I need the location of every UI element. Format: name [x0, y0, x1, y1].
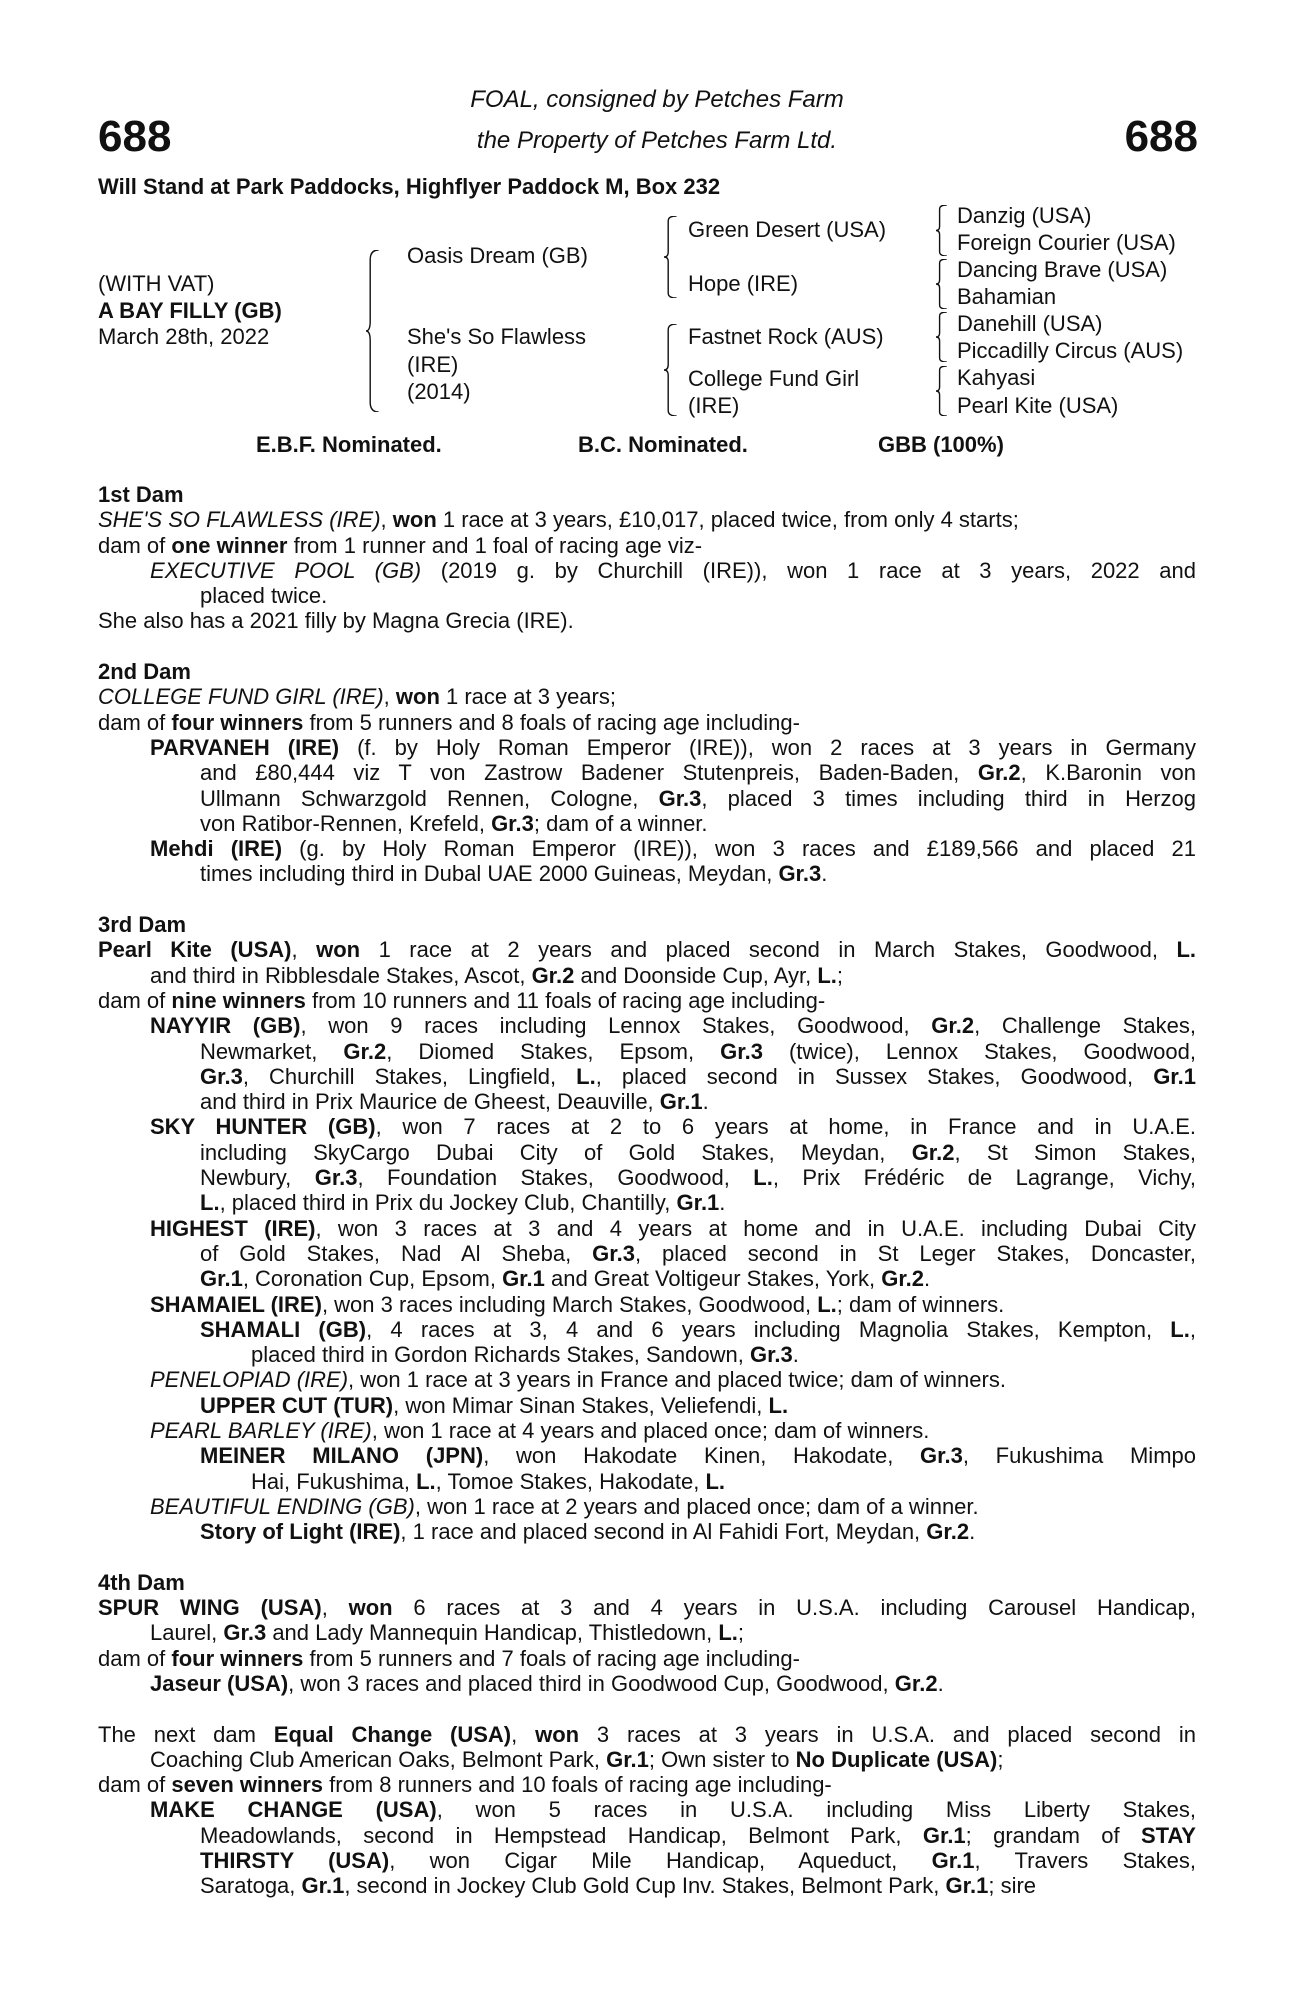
blank-line [98, 634, 1196, 659]
text-line [150, 1013, 1196, 1038]
text-line [200, 1165, 1196, 1190]
pedigree-brace [936, 366, 948, 416]
text-line [150, 836, 1196, 861]
lot-number-right: 688 [1124, 112, 1198, 161]
section-heading: 1st Dam [98, 482, 184, 507]
pedigree-brace [366, 250, 380, 412]
text-line [150, 963, 1196, 988]
text: , won 9 races including Lennox Stakes, Goodwood, [300, 1013, 932, 1039]
bold-text: L. [1176, 937, 1196, 963]
text: ; dam of winners. [836, 1291, 1005, 1317]
text: from 5 runners and 7 foals of racing age including- [303, 1645, 800, 1671]
bold-text: Gr.1 [1153, 1063, 1196, 1089]
text: placed twice. [200, 583, 328, 609]
bold-text: STAY [1140, 1822, 1196, 1848]
bold-text: L. [200, 1190, 220, 1216]
pedigree-brace [936, 312, 948, 362]
bc-nomination: B.C. Nominated. [578, 432, 748, 457]
text: . [719, 1190, 726, 1216]
text: 1 race at 3 years; [439, 684, 616, 710]
bold-text: four winners [171, 709, 304, 735]
property-line: the Property of Petches Farm Ltd. [476, 127, 838, 154]
ancestor-3: Dancing Brave (USA) [957, 257, 1168, 282]
text: , K.Baronin von [1020, 760, 1196, 786]
text: and Doonside Cup, Ayr, [574, 962, 818, 988]
ancestor-1: Danzig (USA) [957, 203, 1092, 228]
text: Newmarket, [200, 1038, 344, 1064]
text: , Diomed Stakes, Epsom, [386, 1038, 721, 1064]
text: . [969, 1519, 976, 1545]
dam-dam-line-1: College Fund Girl [688, 366, 860, 391]
text: , [511, 1721, 536, 1747]
text: , won Hakodate Kinen, Hakodate, [483, 1443, 921, 1469]
text-line [200, 1443, 1196, 1468]
text-line [98, 1595, 1196, 1620]
text-line [251, 1469, 1196, 1494]
text: ; [997, 1746, 1004, 1772]
italic-name: PEARL BARLEY (IRE) [150, 1417, 372, 1443]
text: , [383, 684, 396, 710]
text: , Prix Frédéric de Lagrange, Vichy, [772, 1165, 1197, 1191]
bold-text: L. [718, 1620, 738, 1646]
bold-text: SHAMAIEL (IRE) [150, 1291, 322, 1317]
pedigree-brace [936, 259, 948, 309]
text: and Lady Mannequin Handicap, Thistledown, [266, 1620, 719, 1646]
text: from 1 runner and 1 foal of racing age viz- [287, 532, 703, 558]
text-line [150, 1494, 1196, 1519]
text: , won 1 race at 3 years in France and placed twice; dam of winners. [348, 1367, 1006, 1393]
bold-text: PARVANEH (IRE) [150, 734, 340, 760]
italic-name: EXECUTIVE POOL (GB) [150, 557, 422, 583]
bold-text: Gr.1 [676, 1190, 720, 1216]
text-line [251, 1342, 1196, 1367]
bold-text: L. [753, 1165, 773, 1191]
bold-text: L. [817, 1291, 837, 1317]
text: von Ratibor-Rennen, Krefeld, [200, 810, 492, 836]
text-line [200, 811, 1196, 836]
lot-name: A BAY FILLY (GB) [98, 298, 282, 323]
dam-sire: Fastnet Rock (AUS) [688, 324, 884, 349]
ancestor-4: Bahamian [957, 284, 1057, 309]
text: , [1189, 1316, 1196, 1342]
text-line [150, 1797, 1196, 1822]
text: . [821, 861, 828, 887]
dam-dam-line-2: (IRE) [688, 393, 740, 418]
bold-text: Gr.1 [502, 1266, 545, 1292]
bold-text: Gr.2 [911, 1139, 955, 1165]
sire-dam: Hope (IRE) [688, 271, 799, 296]
text: . [924, 1266, 931, 1292]
text: 1 race at 3 years, £10,017, placed twice, from only 4 starts; [436, 507, 1019, 533]
text: dam of [98, 709, 172, 735]
text-line [200, 1317, 1196, 1342]
bold-text: L. [817, 962, 837, 988]
bold-text: nine winners [171, 987, 306, 1013]
text-line [200, 583, 1196, 608]
bold-text: seven winners [171, 1772, 324, 1798]
bold-text: Gr.3 [200, 1063, 243, 1089]
text: , Travers Stakes, [974, 1848, 1196, 1874]
text: , 4 races at 3, 4 and 6 years including Magnolia Stakes, Kempton, [366, 1316, 1171, 1342]
text: , won 1 race at 4 years and placed once; dam of winners. [371, 1417, 930, 1443]
bold-text: Gr.3 [223, 1620, 267, 1646]
text: , won 7 races at 2 to 6 years at home, in France and in U.A.E. [375, 1114, 1196, 1140]
bold-text: won [316, 937, 361, 963]
text: , won 3 races at 3 and 4 years at home and in U.A.E. including Dubai City [315, 1215, 1196, 1241]
text-line [150, 1747, 1196, 1772]
text: ; sire [988, 1873, 1037, 1899]
text: (f. by Holy Roman Emperor (IRE)), won 2 races at 3 years in Germany [339, 734, 1196, 760]
text: , Churchill Stakes, Lingfield, [242, 1063, 577, 1089]
bold-text: Gr.3 [658, 785, 702, 811]
text: ; [737, 1620, 745, 1646]
text-line [150, 1418, 1196, 1443]
bold-text: SPUR WING (USA) [98, 1595, 322, 1621]
text: and third in Prix Maurice de Gheest, Deauville, [200, 1089, 660, 1115]
text: , 1 race and placed second in Al Fahidi Fort, Meydan, [400, 1519, 927, 1545]
bold-text: THIRSTY (USA) [200, 1848, 390, 1874]
bold-text: UPPER CUT (TUR) [200, 1392, 394, 1418]
text: , placed third in Prix du Jockey Club, Chantilly, [219, 1190, 677, 1216]
bold-text: Gr.3 [720, 1038, 763, 1064]
italic-name: BEAUTIFUL ENDING (GB) [150, 1493, 415, 1519]
bold-text: L. [416, 1468, 436, 1494]
lot-number-left: 688 [98, 112, 172, 161]
sire: Oasis Dream (GB) [407, 243, 588, 268]
text-line [200, 861, 1196, 886]
ancestor-7: Kahyasi [957, 365, 1036, 390]
text: Saratoga, [200, 1873, 302, 1899]
text-line [98, 608, 1196, 633]
bold-text: Gr.2 [343, 1038, 387, 1064]
bold-text: Gr.1 [200, 1266, 243, 1292]
bold-text: SKY HUNTER (GB) [150, 1114, 376, 1140]
text: , Coronation Cup, Epsom, [242, 1266, 503, 1292]
text: , won 5 races in U.S.A. including Miss Liberty Stakes, [436, 1797, 1196, 1823]
text: , Foundation Stakes, Goodwood, [357, 1165, 754, 1191]
text: ; Own sister to [648, 1746, 796, 1772]
ebf-nomination: E.B.F. Nominated. [256, 432, 442, 457]
text-line [200, 1241, 1196, 1266]
text-line [200, 1039, 1196, 1064]
bold-text: four winners [171, 1645, 304, 1671]
section-heading: 4th Dam [98, 1569, 185, 1595]
ancestor-5: Danehill (USA) [957, 311, 1103, 336]
italic-name: SHE'S SO FLAWLESS (IRE) [98, 507, 381, 533]
bold-text: Gr.3 [592, 1240, 635, 1266]
bold-text: Gr.1 [931, 1848, 975, 1874]
ancestor-8: Pearl Kite (USA) [957, 393, 1119, 418]
bold-text: one winner [171, 532, 288, 558]
text-line [150, 1216, 1196, 1241]
text-line [200, 1823, 1196, 1848]
text: , second in Jockey Club Gold Cup Inv. Stakes, Belmont Park, [344, 1873, 946, 1899]
bold-text: Jaseur (USA) [150, 1670, 289, 1696]
text-line [200, 760, 1196, 785]
text-line [150, 1367, 1196, 1392]
text: dam of [98, 987, 172, 1013]
bold-text: Story of Light (IRE) [200, 1519, 401, 1545]
bold-text: Gr.3 [920, 1443, 963, 1469]
text: , placed second in Sussex Stakes, Goodwood, [595, 1063, 1154, 1089]
text-line [200, 1089, 1196, 1114]
text-line [98, 1646, 1196, 1671]
text: Coaching Club American Oaks, Belmont Park, [150, 1746, 607, 1772]
bold-text: won [395, 684, 440, 710]
foaling-date: March 28th, 2022 [98, 324, 270, 349]
text: Ullmann Schwarzgold Rennen, Cologne, [200, 785, 659, 811]
text: , St Simon Stakes, [954, 1139, 1196, 1165]
bold-text: L. [705, 1468, 726, 1494]
text-line [150, 735, 1196, 760]
text: , [380, 507, 393, 533]
stand-location: Will Stand at Park Paddocks, Highflyer Paddock M, Box 232 [98, 174, 721, 199]
text-line [200, 1064, 1196, 1089]
text: ; dam of a winner. [533, 810, 708, 836]
text: , Tomoe Stakes, Hakodate, [435, 1468, 706, 1494]
text-line [98, 988, 1196, 1013]
text: ; [836, 962, 844, 988]
bold-text: L. [768, 1392, 789, 1418]
bold-text: MAKE CHANGE (USA) [150, 1797, 437, 1823]
bold-text: SHAMALI (GB) [200, 1316, 367, 1342]
text: She also has a 2021 filly by Magna Grecia (IRE). [98, 608, 574, 634]
text: ; grandam of [965, 1822, 1141, 1848]
text-line [150, 558, 1196, 583]
text-line [200, 1266, 1196, 1291]
text: and third in Ribblesdale Stakes, Ascot, [150, 962, 532, 988]
text: from 10 runners and 11 foals of racing age including- [305, 987, 826, 1013]
dam-line-3: (2014) [407, 379, 471, 404]
italic-name: PENELOPIAD (IRE) [150, 1367, 349, 1393]
text-line [98, 507, 1196, 532]
ancestor-6: Piccadilly Circus (AUS) [957, 338, 1184, 363]
text-line [98, 533, 1196, 558]
bold-text: Mehdi (IRE) [150, 836, 283, 862]
text: (g. by Holy Roman Emperor (IRE)), won 3 races and £189,566 and placed 21 [282, 836, 1196, 862]
text: Meadowlands, second in Hempstead Handicap, Belmont Park, [200, 1822, 923, 1848]
dam-line-1: She's So Flawless [407, 324, 587, 349]
text-line [200, 1848, 1196, 1873]
bold-text: won [535, 1721, 580, 1747]
text: , [291, 937, 317, 963]
text-line [200, 1190, 1196, 1215]
bold-text: Gr.1 [301, 1873, 345, 1899]
blank-line [98, 1696, 1196, 1721]
text: (2019 g. by Churchill (IRE)), won 1 race at 3 years, 2022 and [421, 557, 1196, 583]
blank-line [98, 1544, 1196, 1569]
text-line [98, 1722, 1196, 1747]
bold-text: Gr.1 [659, 1089, 703, 1115]
text: (twice), Lennox Stakes, Goodwood, [762, 1038, 1196, 1064]
text: from 5 runners and 8 foals of racing age including- [303, 709, 800, 735]
text: , Fukushima Mimpo [962, 1443, 1196, 1469]
bold-text: MEINER MILANO (JPN) [200, 1443, 484, 1469]
bold-text: won [348, 1595, 393, 1621]
bold-text: Gr.3 [314, 1165, 358, 1191]
bold-text: Equal Change (USA) [273, 1721, 512, 1747]
text-line [98, 937, 1196, 962]
bold-text: Gr.2 [894, 1670, 938, 1696]
text: , won Mimar Sinan Stakes, Veliefendi, [393, 1392, 769, 1418]
dam-line-2: (IRE) [407, 352, 459, 377]
bold-text: L. [576, 1063, 596, 1089]
bold-text: Gr.2 [926, 1519, 970, 1545]
bold-text: Gr.2 [881, 1266, 925, 1292]
text: Laurel, [150, 1620, 224, 1646]
text: , won Cigar Mile Handicap, Aqueduct, [389, 1848, 932, 1874]
text-line [200, 1393, 1196, 1418]
text-line [200, 1873, 1196, 1898]
bold-text: Gr.3 [491, 810, 534, 836]
pedigree-brace [936, 205, 948, 256]
text: . [937, 1670, 944, 1696]
bold-text: HIGHEST (IRE) [150, 1215, 316, 1241]
text: including SkyCargo Dubai City of Gold Stakes, Meydan, [200, 1139, 912, 1165]
sire-sire: Green Desert (USA) [688, 217, 887, 242]
gbb-status: GBB (100%) [878, 432, 1004, 457]
text: and £80,444 viz T von Zastrow Badener Stutenpreis, Baden-Baden, [200, 760, 978, 786]
text: , won 3 races and placed third in Goodwood Cup, Goodwood, [288, 1670, 895, 1696]
bold-text: Gr.2 [931, 1013, 975, 1039]
text: , won 1 race at 2 years and placed once; dam of a winner. [414, 1493, 979, 1519]
text: . [792, 1342, 799, 1368]
section-heading: 3rd Dam [98, 912, 187, 938]
text: dam of [98, 1645, 172, 1671]
bold-text: Gr.3 [749, 1342, 793, 1368]
bold-text: Gr.1 [922, 1822, 966, 1848]
text: , won 3 races including March Stakes, Goodwood, [321, 1291, 818, 1317]
text-line [150, 1292, 1196, 1317]
bold-text: No Duplicate (USA) [795, 1746, 998, 1772]
text-line [150, 1114, 1196, 1139]
bold-text: NAYYIR (GB) [150, 1013, 301, 1039]
pedigree-brace [664, 324, 678, 416]
text-line [98, 1772, 1196, 1797]
text: 1 race at 2 years and placed second in March Stakes, Goodwood, [360, 937, 1177, 963]
text: and Great Voltigeur Stakes, York, [544, 1266, 882, 1292]
text: dam of [98, 1772, 172, 1798]
text-line [98, 710, 1196, 735]
pedigree-brace [664, 216, 678, 298]
text-line [200, 1140, 1196, 1165]
bold-text: Gr.1 [945, 1873, 989, 1899]
text: . [702, 1089, 709, 1115]
text-line [200, 786, 1196, 811]
bold-text: Gr.2 [977, 760, 1021, 786]
vat-note: (WITH VAT) [98, 271, 215, 296]
section-heading: 2nd Dam [98, 659, 191, 685]
text-line [98, 684, 1196, 709]
bold-text: Gr.2 [531, 962, 575, 988]
text: The next dam [98, 1721, 274, 1747]
italic-name: COLLEGE FUND GIRL (IRE) [98, 684, 384, 710]
text: Newbury, [200, 1165, 315, 1191]
text: placed third in Gordon Richards Stakes, Sandown, [251, 1342, 750, 1368]
catalogue-body [98, 482, 1196, 1899]
text: Hai, Fukushima, [251, 1468, 417, 1494]
bold-text: Pearl Kite (USA) [98, 937, 292, 963]
bold-text: Gr.1 [606, 1746, 649, 1772]
text: times including third in Dubal UAE 2000 Guineas, Meydan, [200, 861, 779, 887]
text: , [321, 1595, 349, 1621]
bold-text: Gr.3 [778, 861, 822, 887]
text: dam of [98, 532, 172, 558]
text: 3 races at 3 years in U.S.A. and placed second in [579, 1721, 1196, 1747]
consignor-line: FOAL, consigned by Petches Farm [470, 86, 844, 113]
text-line [150, 1620, 1196, 1645]
text: , placed 3 times including third in Herzog [701, 785, 1196, 811]
text: , Challenge Stakes, [974, 1013, 1197, 1039]
text: of Gold Stakes, Nad Al Sheba, [200, 1240, 593, 1266]
bold-text: won [392, 507, 437, 533]
text: from 8 runners and 10 foals of racing age including- [323, 1772, 832, 1798]
blank-line [98, 887, 1196, 912]
text: 6 races at 3 and 4 years in U.S.A. including Carousel Handicap, [392, 1595, 1197, 1621]
bold-text: L. [1170, 1316, 1190, 1342]
text: , placed second in St Leger Stakes, Doncaster, [634, 1240, 1197, 1266]
text-line [200, 1519, 1196, 1544]
text-line [150, 1671, 1196, 1696]
ancestor-2: Foreign Courier (USA) [957, 230, 1176, 255]
